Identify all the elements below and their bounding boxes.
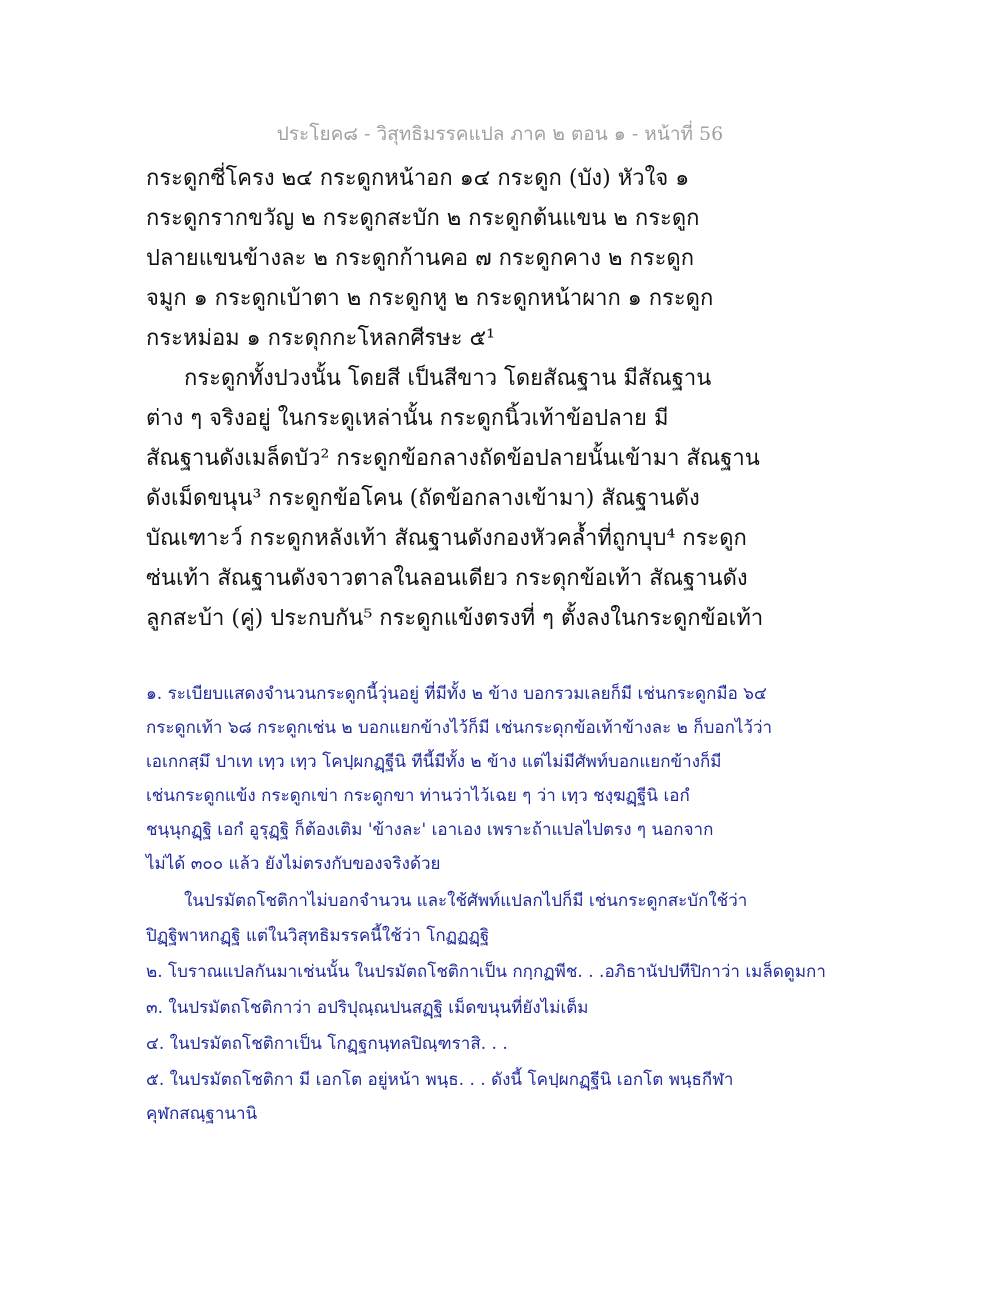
body-line: ลูกสะบ้า (คู่) ประกบกัน⁵ กระดูกแข้งตรงที่ ๆ ตั้งลงในกระดูกข้อเท้า <box>146 606 764 631</box>
footnote-line: ๒. โบราณแปลกันมาเช่นนั้น ในปรมัตถโชติกาเป็น กกฺกฏพีช. . .อภิธานัปปทีปิกาว่า เมล็ดดูมกา <box>146 962 826 982</box>
footnote-line: ๔. ในปรมัตถโชติกาเป็น โกฏฺฐกนฺทลปิณฺฑราสิ. . . <box>146 1034 508 1054</box>
footnote-line: คุฬกสณฺฐานานิ <box>146 1104 258 1124</box>
body-line: ปลายแขนข้างละ ๒ กระดูกก้านคอ ๗ กระดูกคาง ๒ กระดูก <box>146 246 695 271</box>
footnote-line: ไม่ได้ ๓๐๐ แล้ว ยังไม่ตรงกับของจริงด้วย <box>146 854 441 874</box>
footnote-line: ๑. ระเบียบแสดงจำนวนกระดูกนี้วุ่นอยู่ ที่มีทั้ง ๒ ข้าง บอกรวมเลยก็มี เช่นกระดูกมือ ๖๔ <box>146 684 767 704</box>
body-line: ซ่นเท้า สัณฐานดังจาวตาลในลอนเดียว กระดุกข้อเท้า สัณฐานดัง <box>146 566 748 591</box>
footnote-line: ๓. ในปรมัตถโชติกาว่า อปริปุณฺณปนสฏฺฐิ เม็ดขนุนที่ยังไม่เต็ม <box>146 998 589 1018</box>
body-line: สัณฐานดังเมล็ดบัว² กระดูกข้อกลางถัดข้อปลายนั้นเข้ามา สัณฐาน <box>146 446 760 471</box>
page-header: ประโยค๘ - วิสุทธิมรรคแปล ภาค ๒ ตอน ๑ - หน้าที่ 56 <box>276 123 724 145</box>
body-line: ดังเม็ดขนุน³ กระดูกข้อโคน (ถัดข้อกลางเข้ามา) สัณฐานดัง <box>146 486 700 511</box>
body-line: ต่าง ๆ จริงอยู่ ในกระดูเหล่านั้น กระดูกนิ้วเท้าข้อปลาย มี <box>146 406 669 431</box>
footnote-line: กระดูกเท้า ๖๘ กระดูกเช่น ๒ บอกแยกข้างไว้ก็มี เช่นกระดุกข้อเท้าข้างละ ๒ ก็บอกไว้ว่า <box>146 718 773 738</box>
footnote-line: ชนฺนุกฏฺฐิ เอกํ อูรุฏฺฐิ ก็ต้องเติม 'ข้างละ' เอาเอง เพราะถ้าแปลไปตรง ๆ นอกจาก <box>146 820 714 840</box>
body-line: บัณเฑาะว์ กระดูกหลังเท้า สัณฐานดังกองหัวคล้ำที่ถูกบุบ⁴ กระดูก <box>146 526 747 551</box>
body-line: กระหม่อม ๑ กระดุกกะโหลกศีรษะ ๕¹ <box>146 326 496 351</box>
footnote-line: ๕. ในปรมัตถโชติกา มี เอกโต อยู่หน้า พนฺธ. . . ดังนี้ โคปฺผกฏฺฐีนิ เอกโต พนฺธกีฬา <box>146 1070 734 1090</box>
footnote-line: ปิฏฺฐิพาหกฏฺฐิ แต่ในวิสุทธิมรรคนี้ใช้ว่า โกฏฏฏฺฐิ <box>146 926 490 946</box>
body-line: กระดูกซี่โครง ๒๔ กระดูกหน้าอก ๑๔ กระดูก (บัง) หัวใจ ๑ <box>146 166 690 191</box>
footnote-line: ในปรมัตถโชติกาไม่บอกจำนวน และใช้ศัพท์แปลกไปก็มี เช่นกระดูกสะบักใช้ว่า <box>184 891 748 911</box>
footnote-line: เอเกกสฺมึ ปาเท เทฺว เทฺว โคปฺผกฏฺฐีนิ ทีนี้มีทั้ง ๒ ข้าง แต่ไม่มีศัพท์บอกแยกข้างก็มี <box>146 752 722 772</box>
body-line: จมูก ๑ กระดูกเบ้าตา ๒ กระดูกหู ๒ กระดูกหน้าผาก ๑ กระดูก <box>146 286 714 311</box>
body-line: กระดูกทั้งปวงนั้น โดยสี เป็นสีขาว โดยสัณฐาน มีสัณฐาน <box>184 366 712 391</box>
body-line: กระดูกรากขวัญ ๒ กระดูกสะบัก ๒ กระดูกต้นแขน ๒ กระดูก <box>146 206 700 231</box>
footnote-line: เช่นกระดูกแข้ง กระดูกเข่า กระดูกขา ท่านว่าไว้เฉย ๆ ว่า เทฺว ชงฺฆฏฺฐีนิ เอกํ <box>146 786 690 806</box>
